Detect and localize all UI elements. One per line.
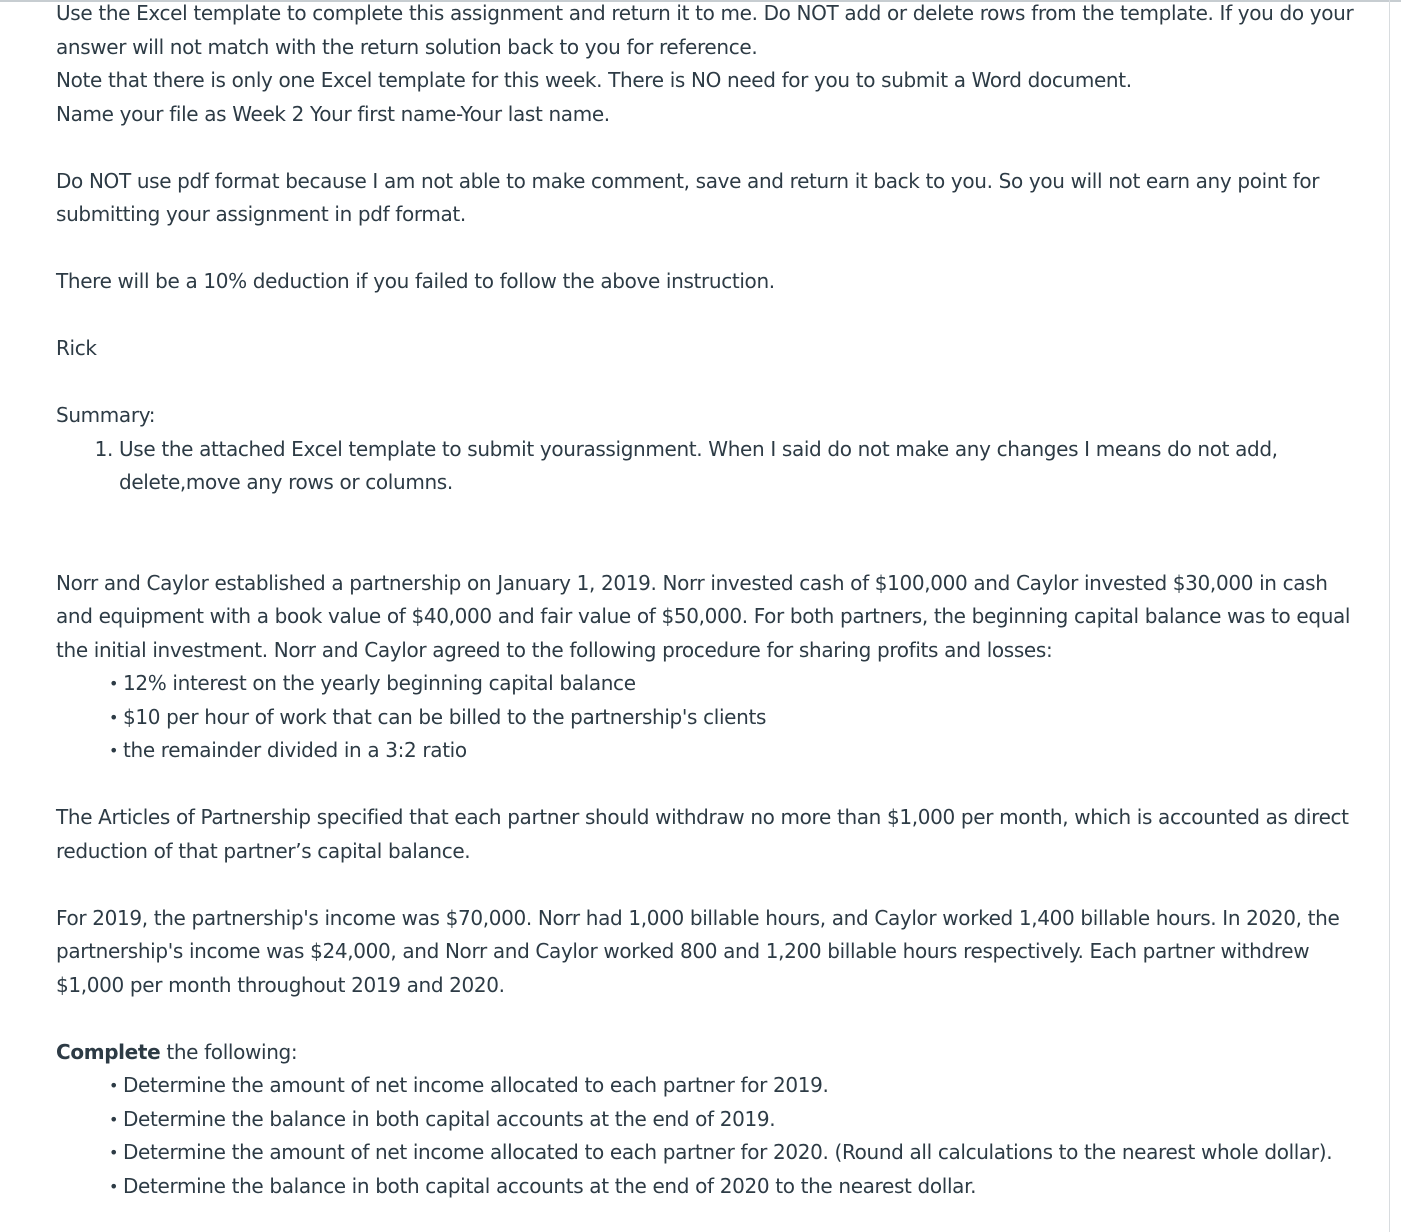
income-details: For 2019, the partnership's income was $70,000. Norr had 1,000 billable hours, and Caylor worked 1,400 billable hours. In 2020, the partnership's income was $24,000, and Norr and Caylor worked 800 and 1,200 billable hours respectively. Each partner withdrew $1,000 per month throughout 2019 and 2020. xyxy=(56,905,1340,997)
problem-intro: Norr and Caylor established a partnership on January 1, 2019. Norr invested cash of $100,000 and Caylor invested $30,000 in cash and equipment with a book value of $40,000 and fair value of $50,000. For both partners, the beginning capital balance was to equal the initial investment. Norr and Caylor agreed to the following procedure for sharing profits and losses: xyxy=(56,570,1351,662)
right-scroll-edge xyxy=(1389,0,1390,1232)
list-item: • Determine the balance in both capital accounts at the end of 2020 to the nearest dollar. xyxy=(107,1170,1356,1204)
list-item: • 12% interest on the yearly beginning capital balance xyxy=(107,667,1356,701)
profit-sharing-list xyxy=(56,667,1356,768)
list-item: • Determine the amount of net income allocated to each partner for 2019. xyxy=(107,1069,1356,1103)
instruction-deduction: There will be a 10% deduction if you failed to follow the above instruction. xyxy=(56,269,775,293)
instruction-filename: Name your file as Week 2 Your first name-Your last name. xyxy=(56,101,610,126)
spacer xyxy=(56,299,1356,333)
summary-heading: Summary: xyxy=(56,403,156,427)
withdrawal-terms: The Articles of Partnership specified that each partner should withdraw no more than $1,000 per month, which is accounted as direct reduction of that partner’s capital balance. xyxy=(56,805,1349,863)
instruction-single-template: Note that there is only one Excel template for this week. There is NO need for you to submit a Word document. xyxy=(56,68,1132,92)
summary-item: 1. Use the attached Excel template to submit yourassignment. When I said do not make any changes I means do not add, delete,move any rows or columns. xyxy=(119,433,1356,500)
instruction-no-pdf: Do NOT use pdf format because I am not able to make comment, save and return it back to you. So you will not earn any point for submitting your assignment in pdf format. xyxy=(56,168,1320,226)
list-item: • Determine the balance in both capital accounts at the end of 2019. xyxy=(107,1103,1356,1137)
tasks-heading-rest: the following: xyxy=(160,1039,298,1064)
spacer xyxy=(56,768,1356,802)
tasks-heading xyxy=(56,1036,1356,1070)
assignment-body xyxy=(56,0,1356,1203)
instruction-template: Use the Excel template to complete this assignment and return it to me. Do NOT add or delete rows from the template. If you do your answer will not match with the return solution back to you for reference. xyxy=(56,1,1354,59)
list-item: • the remainder divided in a 3:2 ratio xyxy=(107,734,1356,768)
spacer xyxy=(56,232,1356,266)
summary-list xyxy=(56,433,1356,500)
tasks-heading-bold: Complete xyxy=(56,1039,161,1064)
tasks-list xyxy=(56,1069,1356,1203)
spacer xyxy=(56,366,1356,400)
spacer xyxy=(56,868,1356,902)
spacer xyxy=(56,1002,1356,1036)
spacer xyxy=(56,131,1356,165)
spacer xyxy=(56,500,1356,567)
list-item: • Determine the amount of net income allocated to each partner for 2020. (Round all calculations to the nearest whole dollar). xyxy=(107,1136,1356,1170)
signature: Rick xyxy=(56,336,97,360)
list-item: • $10 per hour of work that can be billed to the partnership's clients xyxy=(107,701,1356,735)
